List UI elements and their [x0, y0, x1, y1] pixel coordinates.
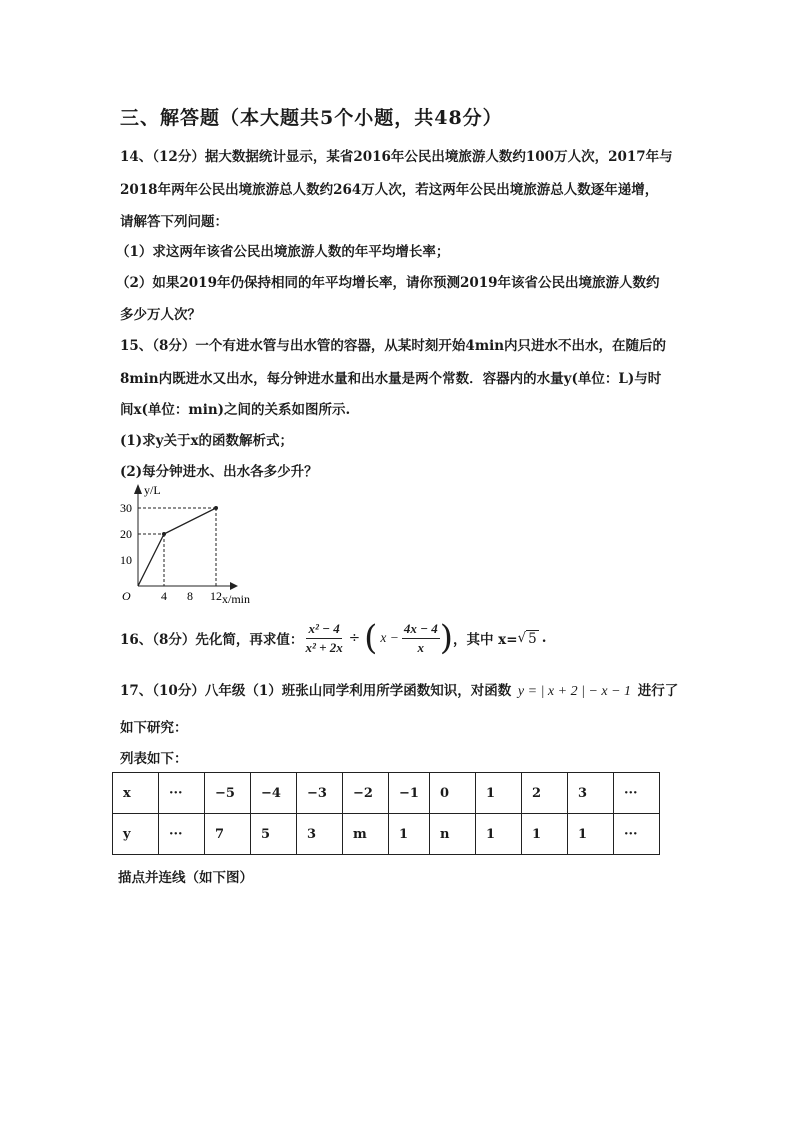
q14-line-3: 请解答下列问题：	[120, 214, 228, 230]
table-cell: ···	[614, 773, 660, 814]
table-cell: 0	[430, 773, 476, 814]
table-cell: ···	[159, 814, 205, 855]
q15-line-3: 间x(单位：min)之间的关系如图所示.	[120, 402, 351, 418]
q14-sub-1: （1）求这两年该省公民出境旅游人数的年平均增长率；	[116, 244, 450, 260]
q14-line-2: 2018年两年公民出境旅游总人数约264万人次，若这两年公民出境旅游总人数逐年递增，	[120, 182, 659, 198]
x-tick-label: 4	[161, 589, 167, 603]
table-cell: 2	[522, 773, 568, 814]
q15-line-1: 15、（8分）一个有进水管与出水管的容器，从某时刻开始4min内只进水不出水，在随后的	[120, 338, 667, 354]
x-tick-label: 8	[187, 589, 193, 603]
q17-prefix: 17、（10分）八年级（1）班张山同学利用所学函数知识，对函数	[120, 683, 512, 699]
table-cell: 3	[297, 814, 343, 855]
origin-label: O	[122, 589, 131, 603]
table-cell: 1	[522, 814, 568, 855]
q14-line-1: 14、（12分）据大数据统计显示，某省2016年公民出境旅游人数约100万人次，2017年与	[120, 149, 673, 165]
x-tick-label: 12	[210, 589, 222, 603]
q16-fraction-2	[402, 621, 440, 656]
x-axis-label: x/min	[222, 592, 251, 606]
table-cell: ···	[159, 773, 205, 814]
table-cell: 5	[251, 814, 297, 855]
q16-frac2-numerator: 4x − 4	[402, 621, 440, 639]
q16-right-paren: )	[439, 618, 453, 658]
q16-frac1-numerator: x² − 4	[306, 621, 341, 639]
y-tick-label: 20	[120, 527, 132, 541]
water-volume-graph	[112, 478, 272, 610]
q17-line-1	[120, 679, 678, 700]
q16-end: .	[541, 630, 547, 646]
table-cell: m	[343, 814, 389, 855]
q17-after-table: 描点并连线（如下图）	[118, 870, 253, 886]
q16-prefix: 16、（8分）先化简，再求值：	[120, 632, 304, 648]
q15-sub-2: (2)每分钟进水、出水各多少升？	[120, 464, 318, 480]
q16-sqrt-value: 5	[528, 630, 537, 647]
q15-line-2: 8min内既进水又出水，每分钟进水量和出水量是两个常数．容器内的水量y(单位：L)与时	[120, 371, 662, 387]
x-axis-arrow	[230, 582, 238, 590]
series-segment	[164, 508, 216, 534]
data-point	[162, 532, 166, 536]
q16-inner-x: x −	[380, 630, 399, 645]
y-tick-label: 30	[120, 501, 132, 515]
y-tick-label: 10	[120, 553, 132, 567]
q16-fraction-1	[303, 621, 344, 656]
table-row-y	[113, 814, 660, 855]
sqrt-sign-icon: √	[517, 630, 527, 646]
q17-function: y = | x + 2 | − x − 1	[517, 684, 632, 699]
table-cell: 3	[568, 773, 614, 814]
table-cell: 1	[476, 814, 522, 855]
q16-line	[120, 614, 546, 662]
table-cell: ···	[614, 814, 660, 855]
y-axis-label: y/L	[144, 483, 161, 497]
table-cell: x	[113, 773, 159, 814]
table-cell: n	[430, 814, 476, 855]
q17-line-2: 如下研究：	[120, 720, 188, 736]
table-cell: −4	[251, 773, 297, 814]
section-title: 三、解答题（本大题共5个小题，共48分）	[120, 107, 503, 129]
table-cell: −2	[343, 773, 389, 814]
table-cell: 1	[389, 814, 430, 855]
table-cell: −1	[389, 773, 430, 814]
table-cell: 7	[205, 814, 251, 855]
table-row-x	[113, 773, 660, 814]
y-axis-arrow	[134, 484, 142, 494]
data-point	[214, 506, 218, 510]
table-cell: −5	[205, 773, 251, 814]
q15-sub-1: (1)求y关于x的函数解析式；	[120, 433, 294, 449]
q16-frac1-denominator: x² + 2x	[305, 639, 343, 655]
table-intro: 列表如下：	[120, 751, 188, 767]
table-cell: 1	[568, 814, 614, 855]
q17-suffix: 进行了	[637, 683, 679, 699]
series-segment	[138, 534, 164, 586]
table-cell: y	[113, 814, 159, 855]
q16-frac2-denominator: x	[417, 639, 424, 655]
table-cell: −3	[297, 773, 343, 814]
q14-sub-2: （2）如果2019年仍保持相同的年平均增长率，请你预测2019年该省公民出境旅游人数约	[116, 275, 660, 291]
q16-left-paren: (	[364, 618, 378, 658]
q16-divide-sign: ÷	[348, 630, 361, 646]
value-table	[112, 772, 660, 855]
q16-suffix: ，其中 x=	[452, 632, 518, 648]
q14-line-6: 多少万人次？	[120, 307, 201, 323]
table-cell: 1	[476, 773, 522, 814]
